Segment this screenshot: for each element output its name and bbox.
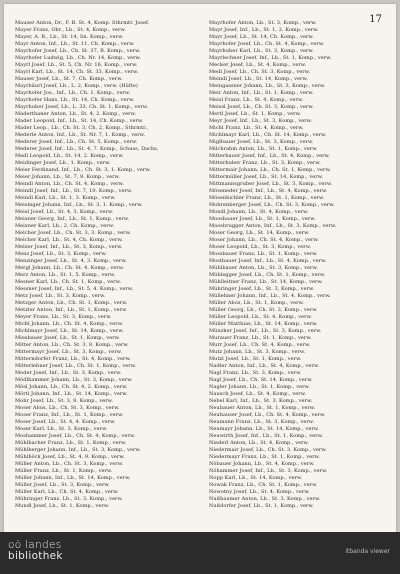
list-item: Mitterndorfer Franz, Lb., St. 4, Komp., verw. bbox=[15, 356, 131, 362]
list-item: Mader Leopold, Inf., Lb., St. 14, Ch. Komp., verw. bbox=[15, 118, 144, 124]
list-item: Mayrhuber Karl, Lb., St. 3, Komp., verw. bbox=[209, 48, 314, 54]
viewer-footer bbox=[0, 532, 400, 574]
list-item: Moosbrugger Anton, Inf., Lb., St. 3, Komp., verw. bbox=[209, 223, 337, 229]
list-item: Mauser Josef, Lb., St. 7, Ch. Komp., verw. bbox=[15, 76, 123, 82]
list-item: Melzer Josef, Inf., Lb., St. 3, Komp., verw. bbox=[15, 244, 123, 250]
list-item: Niedermayr Franz, Lb., St. 1, Komp., verw. bbox=[209, 454, 321, 460]
list-item: Mittermüller Josef, Lb., St. 14, Komp., verw. bbox=[209, 174, 324, 180]
list-item: Niedermair Josef, Lb., Ch. St. 3, Komp., verw. bbox=[209, 447, 327, 453]
list-item: Mayrhofer Jos., Inf., Lb., Ch. 1, Komp., verw. bbox=[15, 90, 131, 96]
list-item: Mühlbacher Franz, Lb., St. 1, Komp., verw. bbox=[15, 440, 127, 446]
list-item: Mayer Franz, Obr., Lb., St. 4, Komp., verw. bbox=[15, 27, 126, 33]
list-item: Mühringer Josef, Lb., St. 3, Komp., verw. bbox=[209, 286, 315, 292]
list-item: Milchrahm Anton, Lb., St. 1, Komp., verw. bbox=[209, 146, 318, 152]
list-item: Mödlhammer Johann, Lb., St. 3, Komp., verw. bbox=[15, 377, 133, 383]
list-item: Moosbauer Josef, Lb., St. 1, Komp., verw. bbox=[209, 216, 316, 222]
list-item: Mitterhuber Franz, Lb., St. 3, Komp., verw. bbox=[209, 160, 321, 166]
list-item: Mösenbichler Franz, Lb., St. 1, Komp., verw. bbox=[209, 195, 325, 201]
list-item: Meissl Josef, Lb., Ch. St. 3, Komp., verw. bbox=[209, 104, 314, 110]
list-item: Nagler Johann, Lb., St. 1, Komp., verw. bbox=[209, 384, 310, 390]
list-item: Mittmannsgruber Josef, Lb., St. 3, Komp., verw. bbox=[209, 181, 333, 187]
list-item: Moser Georg, Lb., St. 14, Komp., verw. bbox=[209, 230, 310, 236]
list-item: Mayrhofer Ludwig, Lb., Ch. Nr. 14, Komp., verw. bbox=[15, 55, 141, 61]
document-page bbox=[4, 4, 396, 532]
list-item: Mergl Johann, Lb., Ch. St. 4, Komp., verw. bbox=[15, 265, 125, 271]
list-item: Maderthaner Anton, Lb., St. 4, 2. Komp., verw. bbox=[15, 111, 136, 117]
list-item: Miglbauer Josef, Lb., St. 3, Komp., verw. bbox=[209, 139, 314, 145]
list-item: Nadler Anton, Inf., Lb., St. 4, Komp., verw. bbox=[209, 363, 320, 369]
list-item: Meisinger Johann, Inf., Lb., St. 3, 1. Komp., verw. bbox=[15, 202, 143, 208]
right-column bbox=[209, 20, 387, 510]
list-item: Michl Johann, Lb., Ch. St. 4, Komp., verw. bbox=[15, 321, 124, 327]
viewer-label: itbanda viewer bbox=[345, 548, 390, 555]
library-logo[interactable] bbox=[8, 540, 63, 562]
list-item: Neuwirth Josef, Inf., Lb., St. 1, Komp., verw. bbox=[209, 433, 324, 439]
list-item: Neumayr Johann, Lb., St. 14, Komp., verw. bbox=[209, 426, 320, 432]
list-item: Metzger Anton, Lb., Ch. St. 1, Komp., verw. bbox=[15, 300, 128, 306]
list-item: Mederer Josef, Inf., Lb., St. 4, 7. Komp., Schuss, Dachs, bbox=[15, 146, 159, 152]
list-item: Murauer Franz, Lb., St. 1, Komp., verw. bbox=[209, 335, 312, 341]
list-item: Möseneder Josef, Inf., Lb., St. 4, Komp., verw. bbox=[209, 188, 328, 194]
list-item: Müller Josef, Lb., St. 3, Komp., verw. bbox=[15, 482, 110, 488]
list-item: Nußbaumer Anton, Lb., St. 3, Komp., verw. bbox=[209, 496, 321, 502]
list-item: Meixner Georg, Inf., Lb., St. 1, Komp., verw. bbox=[15, 216, 130, 222]
logo-line-1: oö landes bbox=[8, 539, 62, 551]
list-item: Mayr Josef, Lb., St. 14, Ch. Komp., verw. bbox=[209, 34, 314, 40]
list-item: Müller Johann, Inf., Lb., St. 14, Komp., verw. bbox=[15, 475, 131, 481]
list-item: Mecker Josef, Lb., St. 4, Komp., verw. bbox=[209, 62, 307, 68]
list-item: Miesbauer Josef, Lb., St. 1, Komp., verw. bbox=[15, 335, 121, 341]
list-item: Mühlböck Josef, Lb., St. 4, 9. Komp., verw. bbox=[15, 454, 125, 460]
list-item: Mertl Josef, Lb., St. 1, Komp., verw. bbox=[209, 111, 301, 117]
list-item: Meir Anton, Inf., Lb., St. 1, Komp., verw. bbox=[209, 90, 314, 96]
list-item: Mondl Johann, Lb., St. 4, Komp., verw. bbox=[209, 209, 309, 215]
list-item: Neubauer Anton, Lb., St. 1, Komp., verw. bbox=[209, 405, 316, 411]
list-item: Mutz Johann, Lb., St. 3, Komp., verw. bbox=[209, 349, 306, 355]
list-item: Mühlbauer Anton, Lb., St. 3, Komp., verw. bbox=[209, 265, 318, 271]
list-item: Mayrhofer Hans, Lb., St. 14, Ch. Komp., verw. bbox=[15, 97, 135, 103]
list-item: Mitterbauer Josef, Inf., Lb., St. 4, Komp., verw. bbox=[209, 153, 330, 159]
list-item: Mader Leop., Lb., Ch. St. 3, Ch. 2, Komp., Sthrmtr., bbox=[15, 125, 149, 131]
list-item: Mesner Karl, Lb., Ch. St. 1, Komp., verw. bbox=[15, 279, 121, 285]
list-item: Michl Franz, Lb., St. 4, Komp., verw. bbox=[209, 125, 304, 131]
list-item: Mayrl Karl, Lb., St. 14, Ch. St. 33, Komp., verw. bbox=[15, 69, 139, 75]
list-item: Mostbauer Josef, Inf., Lb., St. 4, Komp., verw. bbox=[209, 258, 327, 264]
list-item: Moder Josef, Inf., Lb., St. 3, Komp., verw. bbox=[15, 370, 122, 376]
list-item: Meixner Karl, Lb., 2, Ch. Komp., verw. bbox=[15, 223, 115, 229]
list-item: Mederle Anton, Inf., Lb., St. Nr. 7, 1. Komp., verw. bbox=[15, 132, 146, 138]
list-item: Niederl Anton, Lb., St. 4, Komp., verw. bbox=[209, 440, 309, 446]
list-item: Merz Anton, Lb., St. 1, 5. Komp., verw. bbox=[15, 272, 116, 278]
list-item: Mühringer Franz, Lb., St. 3, Komp., verw. bbox=[15, 496, 123, 502]
list-item: Mösl Johann, Lb., Ch. St. 4, 2. Komp., verw. bbox=[15, 384, 128, 390]
list-item: Moser Johann, Lb., Ch. St. 4, Komp., verw. bbox=[209, 237, 319, 243]
list-item: Meyer Franz, Lb., St. 3, Komp., verw. bbox=[15, 314, 112, 320]
list-item: Mundl Josef, Lb., St. 1, Komp., verw. bbox=[15, 503, 110, 509]
list-item: Mitter Anton, Lb., Ch. St. 3, 8. Komp., verw. bbox=[15, 342, 129, 348]
list-item: Müller Alois, Lb., St. 1, Komp., verw. bbox=[209, 300, 304, 306]
list-item: Nagl Josef, Lb., Ch. St. 14, Komp., verw. bbox=[209, 377, 313, 383]
list-item: Nußdorfer Josef, Lb., St. 1, Komp., verw. bbox=[209, 503, 314, 509]
list-item: Neuhauser Josef, Lb., Ch. St. 4, Komp., verw. bbox=[209, 412, 326, 418]
list-item: Nowak Franz, Lb., Ch. St. 1, Komp., verw. bbox=[209, 482, 318, 488]
list-item: Müllehner Johann, Inf., Lb., St. 4, Komp., verw. bbox=[209, 293, 331, 299]
list-item: Mossbauer Franz, Lb., St. 1, Komp., verw. bbox=[209, 251, 318, 257]
list-item: Melcher Josef, Lb., Ch. St. 3, 3. Komp., verw. bbox=[15, 230, 131, 236]
list-item: Mayer, A. B., Lb., St. 14, Sn. Komp., verw. bbox=[15, 34, 124, 40]
list-item: Menz Josef, Lb., St. 3, Komp., verw. bbox=[15, 251, 107, 257]
list-item: Nowotny Josef, Lb., St. 4, Komp., verw. bbox=[209, 489, 310, 495]
list-item: Michlmayr Karl, Lb., Ch. St. 14, Komp., verw. bbox=[209, 132, 327, 138]
list-item: Moser Leopold, Lb., St. 3, Komp., verw. bbox=[209, 244, 312, 250]
list-item: Neumann Franz, Lb., St. 3, Komp., verw. bbox=[209, 419, 315, 425]
list-item: Moshammer Josef, Lb., Ch. St. 4, Komp., verw. bbox=[15, 433, 136, 439]
list-item: Müller Georg, Lb., Ch. St. 3, Komp., verw. bbox=[209, 307, 318, 313]
logo-line-2: bibliothek bbox=[8, 550, 63, 562]
list-item: Meindl Josef, Lb., St. 14, Komp., verw. bbox=[209, 76, 308, 82]
left-column bbox=[15, 20, 193, 510]
list-item: Mohrenberger Josef, Lb., Ch. St. 3, Komp., verw. bbox=[209, 202, 335, 208]
list-item: Meier Johann, Lb., St. 7, 9. Komp., verw. bbox=[15, 174, 120, 180]
list-item: Mayrhuber Josef, Lb., L. 33, Ch. St. 1, Komp., verw. bbox=[15, 104, 149, 110]
list-item: Mittermair Johann, Lb., Ch. St. 1, Komp., verw. bbox=[209, 167, 331, 173]
list-item: Mittermayr Josef, Lb., St. 3, Komp., verw. bbox=[15, 349, 123, 355]
page-number: 17 bbox=[369, 14, 382, 25]
list-item: Murr Josef, Lb., Ch. St. 4, Komp., verw. bbox=[209, 342, 311, 348]
list-item: Meisl Josef, Lb., St. 4, 3. Komp., verw. bbox=[15, 209, 114, 215]
list-item: Meier Ferdinand, Inf., Lb., Ch. St. 3, 1. Komp., verw. bbox=[15, 167, 151, 173]
list-item: Meindl Josef, Inf., Lb., St. 7, 10. Komp., verw. bbox=[15, 188, 133, 194]
list-item: Nöbauer Johann, Lb., St. 4, Komp., verw. bbox=[209, 461, 315, 467]
list-item: Müller Karl, Lb., Ch. St. 4, Komp., verw. bbox=[15, 489, 119, 495]
list-item: Meingassner Johann, Lb., St. 3, Komp., verw. bbox=[209, 83, 326, 89]
list-item: Mohr Josef, Lb., St. 3, 8. Komp., verw. bbox=[15, 398, 114, 404]
list-item: Münzker Josef, Inf., Lb., St. 3, Komp., verw. bbox=[209, 328, 322, 334]
list-item: Mederer Josef, Inf., Lb., Ch. St. 5, Komp., verw. bbox=[15, 139, 138, 145]
list-item: Moser Franz, Inf., Lb., St. 1, Komp., verw. bbox=[15, 412, 124, 418]
list-item: Mayr Josef, Inf., Lb., St. 1, 2. Komp., verw. bbox=[209, 27, 319, 33]
list-item: Meindl Anton, Lb., Ch. St. 4, Komp., verw. bbox=[15, 181, 124, 187]
list-item: Mauser Anton, Dr., F. B. St. 4, Komp. Sthrmtr. Josef. bbox=[15, 20, 150, 26]
list-item: Mitterlehner Josef, Lb., Ch. St. 1, Komp., verw. bbox=[15, 363, 137, 369]
list-item: Moser Alois, Lb., Ch. St. 3, Komp., verw. bbox=[15, 405, 120, 411]
list-item: Menzinger Josef, Lb., St. 4, 3. Komp., verw. bbox=[15, 258, 127, 264]
list-item: Moser Josef, Lb., St. 4, 4. Komp., verw. bbox=[15, 419, 116, 425]
list-item: Mühlberger Johann, Inf., Lb., St. 3, Komp., verw. bbox=[15, 447, 141, 453]
list-item: Mayrhofer Josef, Lb., Ch. St. 37, B. Komp., verw. bbox=[15, 48, 141, 54]
list-item: Mayrlechner Josef, Inf., Lb., St. 1, Komp., verw. bbox=[209, 55, 332, 61]
list-item: Nausch Josef, Lb., St. 4, Komp., verw. bbox=[209, 391, 307, 397]
list-item: Mutzl Josef, Lb., St. 1, Komp., verw. bbox=[209, 356, 302, 362]
list-item: Mühlegger Josef, Lb., Ch. St. 1, Komp., verw. bbox=[209, 272, 326, 278]
list-item: Mayrl Josef, Lb., St. 5, Ch. Nr. 16, Komp., verw. bbox=[15, 62, 138, 68]
list-item: Meidinger Josef, Lb., 1. Komp., verw. bbox=[15, 160, 111, 166]
list-item: Melcher Karl, Lb., St. 4, Ch. Komp., verw. bbox=[15, 237, 123, 243]
list-item: Meindl Karl, Lb., St. 1, 3. Komp., verw. bbox=[15, 195, 116, 201]
list-item: Medl Leopold, Lb., St. 14, 2. Komp., verw. bbox=[15, 153, 124, 159]
list-item: Nopp Karl, Lb., St. 14, Komp., verw. bbox=[209, 475, 303, 481]
list-item: Müller Matthias, Lb., St. 14, Komp., verw. bbox=[209, 321, 318, 327]
list-item: Mayrhofer Josef, Lb., Ch. St. 4, Komp., verw. bbox=[209, 41, 325, 47]
list-item: Meisl Franz, Lb., St. 4, Komp., verw. bbox=[209, 97, 304, 103]
list-item: Mühlleitner Franz, Lb., St. 14, Komp., verw. bbox=[209, 279, 323, 285]
list-item: Mayrbäurl Josef, Lb., L. 2, Komp., verw. (Hüfte) bbox=[15, 83, 138, 89]
list-item: Mörtl Johann, Inf., Lb., St. 14, Komp., verw. bbox=[15, 391, 128, 397]
list-item: Nöhammer Josef, Inf., Lb., St. 3, Komp., verw. bbox=[209, 468, 328, 474]
list-item: Messner Josef, Inf., Lb., St. 5, 4. Komp., verw. bbox=[15, 286, 134, 292]
list-item: Metz Josef, Lb., St. 3, Komp., verw. bbox=[15, 293, 106, 299]
list-item: Moser Karl, Lb., St. 3, Komp., verw. bbox=[15, 426, 108, 432]
list-item: Müller Leopold, Lb., St. 4, Komp., verw. bbox=[209, 314, 312, 320]
list-item: Nebel Karl, Inf., Lb., St. 3, Komp., verw. bbox=[209, 398, 313, 404]
list-item: Meyr Josef, Inf., Lb., St. 3, Komp., verw. bbox=[209, 118, 313, 124]
list-item: Nagl Franz, Lb., St. 3, Komp., verw. bbox=[209, 370, 302, 376]
list-item: Müller Anton, Lb., Ch. St. 3, Komp., verw. bbox=[15, 461, 124, 467]
list-item: Medl Josef, Lb., Ch. St. 3, Komp., verw. bbox=[209, 69, 311, 75]
list-item: Metzler Anton, Inf., Lb., St. 1, Komp., verw. bbox=[15, 307, 128, 313]
list-item: Michlmayr Josef, Lb., St. 14, Komp., verw. bbox=[15, 328, 124, 334]
list-item: Müller Franz, Lb., St. 1, Komp., verw. bbox=[15, 468, 113, 474]
list-item: Mayrhofer Anton, Lb., St. 3, Komp., verw. bbox=[209, 20, 317, 26]
list-item: Mayr Anton, Inf., Lb., St. 11, Ch. Komp., verw. bbox=[15, 41, 135, 47]
